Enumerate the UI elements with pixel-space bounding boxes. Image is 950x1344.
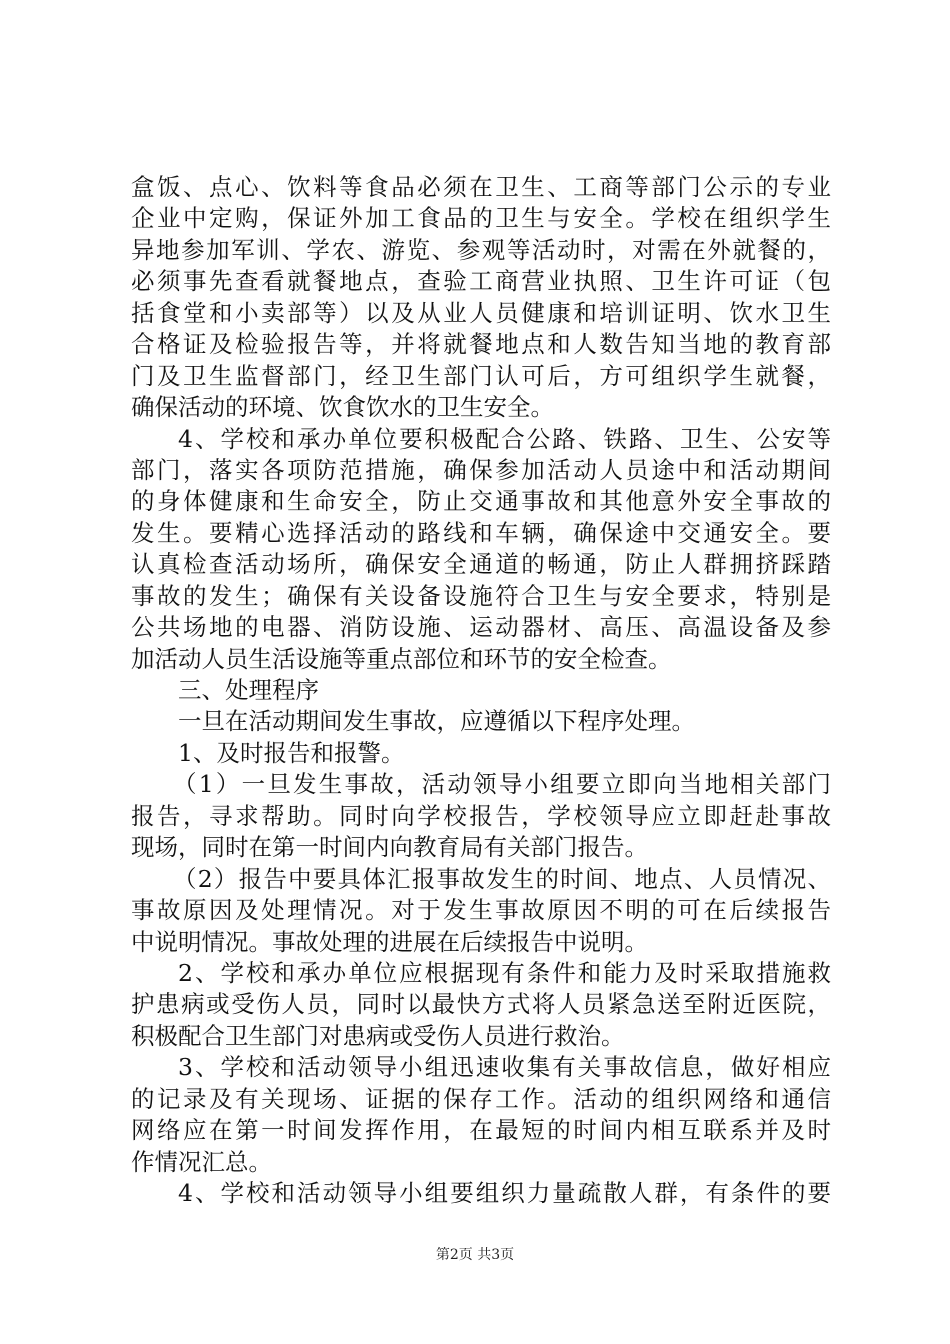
text-line: 护患病或受伤人员，同时以最快方式将人员紧急送至附近医院， — [131, 990, 831, 1019]
text-line: 的身体健康和生命安全，防止交通事故和其他意外安全事故的 — [131, 487, 831, 516]
text-line: 异地参加军训、学农、游览、参观等活动时，对需在外就餐的， — [131, 235, 831, 264]
text-line: 必须事先查看就餐地点，查验工商营业执照、卫生许可证（包 — [131, 267, 831, 296]
text-line: 4、学校和活动领导小组要组织力量疏散人群，有条件的要 — [178, 1179, 831, 1207]
text-line: 1、及时报告和报警。 — [178, 738, 405, 767]
text-line: 认真检查活动场所，确保安全通道的畅通，防止人群拥挤踩踏 — [131, 550, 831, 579]
document-body — [131, 172, 831, 1209]
text-line: 三、处理程序 — [178, 676, 319, 704]
text-line: 的记录及有关现场、证据的保存工作。活动的组织网络和通信 — [131, 1084, 831, 1113]
text-line: （2）报告中要具体汇报事故发生的时间、地点、人员情况、 — [173, 864, 831, 893]
text-line: 事故原因及处理情况。对于发生事故原因不明的可在后续报告 — [131, 896, 831, 925]
text-line: 事故的发生；确保有关设备设施符合卫生与安全要求，特别是 — [131, 581, 831, 610]
text-line: 3、学校和活动领导小组迅速收集有关事故信息，做好相应 — [178, 1053, 831, 1082]
page-number-footer: 第2页 共3页 — [435, 1247, 515, 1263]
text-line: 公共场地的电器、消防设施、运动器材、高压、高温设备及参 — [131, 613, 831, 642]
text-line: 发生。要精心选择活动的路线和车辆，确保途中交通安全。要 — [131, 518, 831, 547]
text-line: 加活动人员生活设施等重点部位和环节的安全检查。 — [131, 644, 672, 673]
text-line: 确保活动的环境、饮食饮水的卫生安全。 — [131, 393, 554, 422]
text-line: 作情况汇总。 — [131, 1147, 272, 1176]
text-line: 2、学校和承办单位应根据现有条件和能力及时采取措施救 — [178, 958, 831, 987]
text-line: 积极配合卫生部门对患病或受伤人员进行救治。 — [131, 1021, 625, 1050]
text-line: 合格证及检验报告等，并将就餐地点和人数告知当地的教育部 — [131, 330, 831, 359]
text-line: 网络应在第一时间发挥作用，在最短的时间内相互联系并及时 — [131, 1116, 831, 1145]
text-line: 门及卫生监督部门，经卫生部门认可后，方可组织学生就餐， — [131, 361, 831, 390]
text-line: 企业中定购，保证外加工食品的卫生与安全。学校在组织学生 — [131, 204, 831, 233]
text-line: 报告，寻求帮助。同时向学校报告，学校领导应立即赶赴事故 — [131, 801, 831, 830]
text-line: （1）一旦发生事故，活动领导小组要立即向当地相关部门 — [173, 770, 831, 799]
text-line: 部门，落实各项防范措施，确保参加活动人员途中和活动期间 — [131, 455, 831, 484]
text-line: 括食堂和小卖部等）以及从业人员健康和培训证明、饮水卫生 — [131, 298, 831, 327]
text-line: 盒饭、点心、饮料等食品必须在卫生、工商等部门公示的专业 — [131, 173, 831, 201]
text-line: 中说明情况。事故处理的进展在后续报告中说明。 — [131, 927, 648, 956]
text-line: 一旦在活动期间发生事故，应遵循以下程序处理。 — [178, 707, 695, 736]
text-line: 4、学校和承办单位要积极配合公路、铁路、卫生、公安等 — [178, 424, 831, 453]
text-line: 现场，同时在第一时间内向教育局有关部门报告。 — [131, 833, 648, 862]
